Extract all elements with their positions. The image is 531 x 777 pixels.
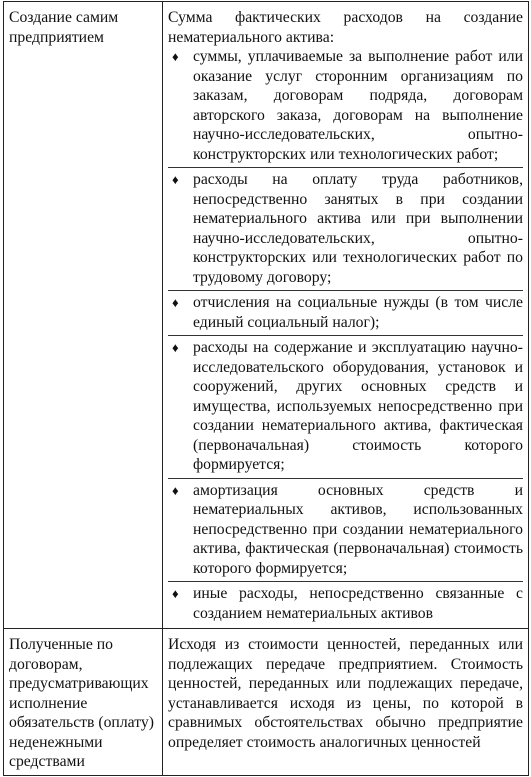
divider	[168, 335, 523, 336]
list-item	[168, 293, 523, 332]
diamond-bullet-icon: ♦	[172, 295, 179, 310]
row2-cost-cell	[163, 629, 529, 776]
asset-valuation-table	[3, 1, 529, 776]
list-item	[168, 47, 523, 164]
list-item	[168, 584, 523, 623]
row1-method-label: Создание самим предприятием	[9, 9, 119, 46]
bullet-text: расходы на содержание и эксплуатацию научно-исследовательского оборудования, установок и сооружений, других основных средств и имущества, используемых непосредственно при создании нематериального актива, фактическая (первоначальная) стоимость которого формируется;	[193, 339, 523, 473]
divider	[168, 478, 523, 479]
diamond-bullet-icon: ♦	[172, 340, 179, 355]
diamond-bullet-icon: ♦	[172, 49, 179, 64]
bullet-text: иные расходы, непосредственно связанные с созданием нематериальных активов	[193, 585, 523, 622]
bullet-text: суммы, уплачиваемые за выполнение работ или оказание услуг сторонним организациям по заказам, договорам подряда, договорам авторского заказа, договорам на выполнение научно-исследовательских, опытно-конструкторских или технологических работ;	[193, 48, 523, 163]
divider	[168, 290, 523, 291]
diamond-bullet-icon: ♦	[172, 482, 179, 498]
table-row-non-monetary-contracts	[4, 629, 529, 776]
row2-method-cell	[4, 629, 163, 776]
row2-method-label: Полученные по договорам, предусматривающих исполнение обязательств (оплату) неденежными средствами	[9, 636, 154, 770]
list-item	[168, 170, 523, 287]
diamond-bullet-icon: ♦	[172, 586, 179, 601]
list-item	[168, 481, 523, 579]
row1-method-cell	[4, 2, 163, 629]
table-row-created-by-enterprise	[4, 2, 529, 629]
divider	[168, 167, 523, 168]
diamond-bullet-icon: ♦	[172, 172, 179, 187]
row1-intro-text: Сумма фактических расходов на создание нематериального актива:	[168, 9, 523, 46]
divider	[168, 581, 523, 582]
bullet-text: отчисления на социальные нужды (в том числе единый социальный налог);	[193, 294, 523, 331]
row1-cost-cell	[163, 2, 529, 629]
bullet-text: амортизация основных средств и нематериальных активов, использованных непосредственно при создании нематериального актива, фактическая (первоначальная) стоимость которого формируется;	[193, 481, 523, 577]
row2-cost-text: Исходя из стоимости ценностей, переданных или подлежащих передаче предприятием. Стоимость ценностей, переданных или подлежащих передаче, устанавливается исходя из цены, по которой в сравнимых обстоятельствах обычно предприятие определяет стоимость аналогичных ценностей	[168, 636, 523, 751]
list-item	[168, 338, 523, 475]
bullet-text: расходы на оплату труда работников, непосредственно занятых в при создании нематериального актива или при выполнении научно-исследовательских, опытно-конструкторских или технологических работ по трудовому договору;	[193, 171, 523, 286]
